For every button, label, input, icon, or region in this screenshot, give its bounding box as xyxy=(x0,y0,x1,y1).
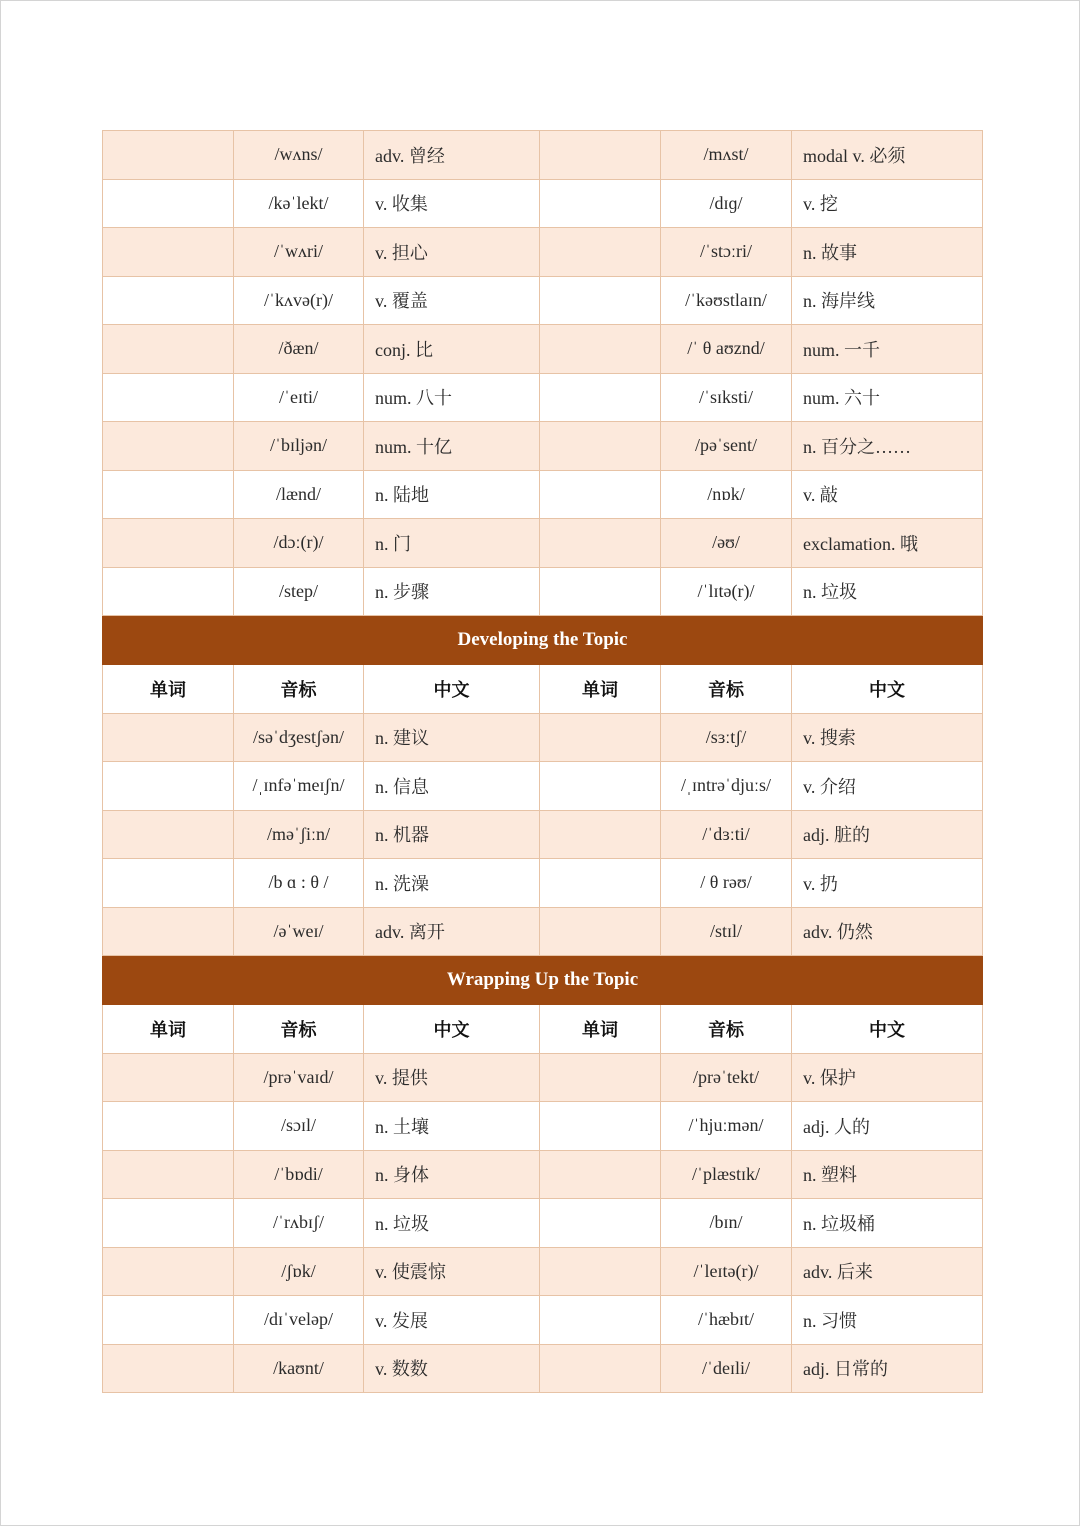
word-cell xyxy=(103,179,234,228)
phonetic-cell: /step/ xyxy=(234,567,364,616)
word-cell xyxy=(103,422,234,471)
table-row xyxy=(103,1199,983,1248)
word-cell xyxy=(103,762,234,811)
word-cell xyxy=(540,713,661,762)
chinese-meaning-cell: adv. 后来 xyxy=(792,1247,983,1296)
phonetic-cell: /lænd/ xyxy=(234,470,364,519)
word-cell xyxy=(540,1102,661,1151)
phonetic-cell: / θ rəʊ/ xyxy=(661,859,792,908)
word-cell xyxy=(103,1344,234,1393)
table-row xyxy=(103,1150,983,1199)
chinese-meaning-cell: adv. 离开 xyxy=(364,907,540,956)
phonetic-cell: /ðæn/ xyxy=(234,325,364,374)
phonetic-cell: /ˈdɜːti/ xyxy=(661,810,792,859)
phonetic-cell: /kəˈlekt/ xyxy=(234,179,364,228)
word-cell xyxy=(540,1199,661,1248)
phonetic-cell: /ˈlɪtə(r)/ xyxy=(661,567,792,616)
chinese-meaning-cell: n. 垃圾 xyxy=(792,567,983,616)
chinese-meaning-cell: v. 覆盖 xyxy=(364,276,540,325)
word-cell xyxy=(540,179,661,228)
table-row xyxy=(103,373,983,422)
word-cell xyxy=(540,810,661,859)
word-cell xyxy=(540,470,661,519)
word-cell xyxy=(103,1150,234,1199)
phonetic-cell: /sɜːtʃ/ xyxy=(661,713,792,762)
word-cell xyxy=(540,276,661,325)
table-row xyxy=(103,519,983,568)
chinese-meaning-cell: v. 介绍 xyxy=(792,762,983,811)
chinese-meaning-cell: v. 扔 xyxy=(792,859,983,908)
word-cell xyxy=(540,131,661,180)
word-cell xyxy=(103,373,234,422)
phonetic-cell: /sɔɪl/ xyxy=(234,1102,364,1151)
table-row xyxy=(103,1053,983,1102)
word-cell xyxy=(540,1296,661,1345)
column-header-chinese: 中文 xyxy=(364,665,540,714)
word-cell xyxy=(540,1344,661,1393)
chinese-meaning-cell: adj. 日常的 xyxy=(792,1344,983,1393)
vocabulary-table xyxy=(102,130,983,1393)
table-row xyxy=(103,131,983,180)
phonetic-cell: /ˈrʌbɪʃ/ xyxy=(234,1199,364,1248)
word-cell xyxy=(540,373,661,422)
phonetic-cell: /b ɑ : θ / xyxy=(234,859,364,908)
phonetic-cell: /bɪn/ xyxy=(661,1199,792,1248)
word-cell xyxy=(103,276,234,325)
chinese-meaning-cell: v. 使震惊 xyxy=(364,1247,540,1296)
chinese-meaning-cell: modal v. 必须 xyxy=(792,131,983,180)
table-row xyxy=(103,228,983,277)
word-cell xyxy=(103,1199,234,1248)
chinese-meaning-cell: conj. 比 xyxy=(364,325,540,374)
chinese-meaning-cell: n. 洗澡 xyxy=(364,859,540,908)
phonetic-cell: /stɪl/ xyxy=(661,907,792,956)
word-cell xyxy=(103,859,234,908)
phonetic-cell: /wʌns/ xyxy=(234,131,364,180)
word-cell xyxy=(103,325,234,374)
section-title-row xyxy=(103,616,983,665)
phonetic-cell: /ˈleɪtə(r)/ xyxy=(661,1247,792,1296)
word-cell xyxy=(540,859,661,908)
table-row xyxy=(103,810,983,859)
word-cell xyxy=(103,713,234,762)
word-cell xyxy=(540,1247,661,1296)
table-row xyxy=(103,907,983,956)
chinese-meaning-cell: num. 一千 xyxy=(792,325,983,374)
column-header-phonetic: 音标 xyxy=(661,665,792,714)
section-title: Wrapping Up the Topic xyxy=(103,956,983,1005)
phonetic-cell: /ˈsɪksti/ xyxy=(661,373,792,422)
table-row xyxy=(103,470,983,519)
phonetic-cell: /prəˈtekt/ xyxy=(661,1053,792,1102)
word-cell xyxy=(103,907,234,956)
chinese-meaning-cell: num. 十亿 xyxy=(364,422,540,471)
table-row xyxy=(103,713,983,762)
chinese-meaning-cell: num. 八十 xyxy=(364,373,540,422)
phonetic-cell: /ˈdeɪli/ xyxy=(661,1344,792,1393)
table-row xyxy=(103,179,983,228)
chinese-meaning-cell: n. 海岸线 xyxy=(792,276,983,325)
word-cell xyxy=(103,1247,234,1296)
chinese-meaning-cell: adv. 曾经 xyxy=(364,131,540,180)
chinese-meaning-cell: n. 步骤 xyxy=(364,567,540,616)
chinese-meaning-cell: num. 六十 xyxy=(792,373,983,422)
column-header-chinese: 中文 xyxy=(792,665,983,714)
chinese-meaning-cell: adj. 人的 xyxy=(792,1102,983,1151)
phonetic-cell: /ʃɒk/ xyxy=(234,1247,364,1296)
phonetic-cell: /pəˈsent/ xyxy=(661,422,792,471)
table-row xyxy=(103,1296,983,1345)
column-header-row xyxy=(103,665,983,714)
phonetic-cell: /nɒk/ xyxy=(661,470,792,519)
phonetic-cell: /ˈkʌvə(r)/ xyxy=(234,276,364,325)
chinese-meaning-cell: v. 收集 xyxy=(364,179,540,228)
word-cell xyxy=(540,228,661,277)
chinese-meaning-cell: v. 提供 xyxy=(364,1053,540,1102)
section-title: Developing the Topic xyxy=(103,616,983,665)
column-header-word: 单词 xyxy=(540,1005,661,1054)
phonetic-cell: /dɪɡ/ xyxy=(661,179,792,228)
phonetic-cell: /ˈbɪljən/ xyxy=(234,422,364,471)
phonetic-cell: /əʊ/ xyxy=(661,519,792,568)
chinese-meaning-cell: adj. 脏的 xyxy=(792,810,983,859)
table-row xyxy=(103,567,983,616)
phonetic-cell: /ˈwʌri/ xyxy=(234,228,364,277)
chinese-meaning-cell: v. 担心 xyxy=(364,228,540,277)
word-cell xyxy=(540,422,661,471)
chinese-meaning-cell: v. 敲 xyxy=(792,470,983,519)
chinese-meaning-cell: n. 塑料 xyxy=(792,1150,983,1199)
word-cell xyxy=(540,1150,661,1199)
word-cell xyxy=(540,762,661,811)
chinese-meaning-cell: v. 保护 xyxy=(792,1053,983,1102)
chinese-meaning-cell: n. 身体 xyxy=(364,1150,540,1199)
column-header-phonetic: 音标 xyxy=(234,665,364,714)
phonetic-cell: /ˈeɪti/ xyxy=(234,373,364,422)
phonetic-cell: /mʌst/ xyxy=(661,131,792,180)
chinese-meaning-cell: n. 建议 xyxy=(364,713,540,762)
phonetic-cell: /ˈ θ aʊznd/ xyxy=(661,325,792,374)
chinese-meaning-cell: n. 信息 xyxy=(364,762,540,811)
word-cell xyxy=(103,470,234,519)
table-row xyxy=(103,859,983,908)
column-header-phonetic: 音标 xyxy=(234,1005,364,1054)
phonetic-cell: /dɪˈveləp/ xyxy=(234,1296,364,1345)
table-row xyxy=(103,1247,983,1296)
column-header-phonetic: 音标 xyxy=(661,1005,792,1054)
word-cell xyxy=(540,907,661,956)
column-header-word: 单词 xyxy=(103,665,234,714)
chinese-meaning-cell: n. 垃圾桶 xyxy=(792,1199,983,1248)
chinese-meaning-cell: n. 百分之…… xyxy=(792,422,983,471)
phonetic-cell: /ˈplæstɪk/ xyxy=(661,1150,792,1199)
chinese-meaning-cell: v. 数数 xyxy=(364,1344,540,1393)
chinese-meaning-cell: v. 发展 xyxy=(364,1296,540,1345)
chinese-meaning-cell: n. 习惯 xyxy=(792,1296,983,1345)
word-cell xyxy=(103,1102,234,1151)
phonetic-cell: /ˌɪnfəˈmeɪʃn/ xyxy=(234,762,364,811)
chinese-meaning-cell: n. 垃圾 xyxy=(364,1199,540,1248)
phonetic-cell: /səˈdʒestʃən/ xyxy=(234,713,364,762)
column-header-word: 单词 xyxy=(540,665,661,714)
column-header-chinese: 中文 xyxy=(792,1005,983,1054)
word-cell xyxy=(103,519,234,568)
word-cell xyxy=(540,519,661,568)
table-row xyxy=(103,276,983,325)
word-cell xyxy=(540,325,661,374)
chinese-meaning-cell: n. 故事 xyxy=(792,228,983,277)
column-header-chinese: 中文 xyxy=(364,1005,540,1054)
table-row xyxy=(103,1344,983,1393)
chinese-meaning-cell: n. 土壤 xyxy=(364,1102,540,1151)
phonetic-cell: /ˈhjuːmən/ xyxy=(661,1102,792,1151)
chinese-meaning-cell: exclamation. 哦 xyxy=(792,519,983,568)
chinese-meaning-cell: n. 陆地 xyxy=(364,470,540,519)
phonetic-cell: /kaʊnt/ xyxy=(234,1344,364,1393)
word-cell xyxy=(540,567,661,616)
chinese-meaning-cell: n. 机器 xyxy=(364,810,540,859)
column-header-word: 单词 xyxy=(103,1005,234,1054)
phonetic-cell: /ˈhæbɪt/ xyxy=(661,1296,792,1345)
table-row xyxy=(103,325,983,374)
word-cell xyxy=(103,131,234,180)
table-row xyxy=(103,1102,983,1151)
table-row xyxy=(103,762,983,811)
word-cell xyxy=(103,1296,234,1345)
phonetic-cell: /ˈbɒdi/ xyxy=(234,1150,364,1199)
phonetic-cell: /prəˈvaɪd/ xyxy=(234,1053,364,1102)
table-row xyxy=(103,422,983,471)
word-cell xyxy=(103,1053,234,1102)
word-cell xyxy=(103,810,234,859)
word-cell xyxy=(103,228,234,277)
chinese-meaning-cell: adv. 仍然 xyxy=(792,907,983,956)
word-cell xyxy=(103,567,234,616)
chinese-meaning-cell: v. 搜索 xyxy=(792,713,983,762)
phonetic-cell: /məˈʃiːn/ xyxy=(234,810,364,859)
phonetic-cell: /ˈkəʊstlaɪn/ xyxy=(661,276,792,325)
phonetic-cell: /ˌɪntrəˈdjuːs/ xyxy=(661,762,792,811)
chinese-meaning-cell: v. 挖 xyxy=(792,179,983,228)
phonetic-cell: /dɔː(r)/ xyxy=(234,519,364,568)
chinese-meaning-cell: n. 门 xyxy=(364,519,540,568)
phonetic-cell: /ˈstɔːri/ xyxy=(661,228,792,277)
phonetic-cell: /əˈweɪ/ xyxy=(234,907,364,956)
word-cell xyxy=(540,1053,661,1102)
column-header-row xyxy=(103,1005,983,1054)
section-title-row xyxy=(103,956,983,1005)
